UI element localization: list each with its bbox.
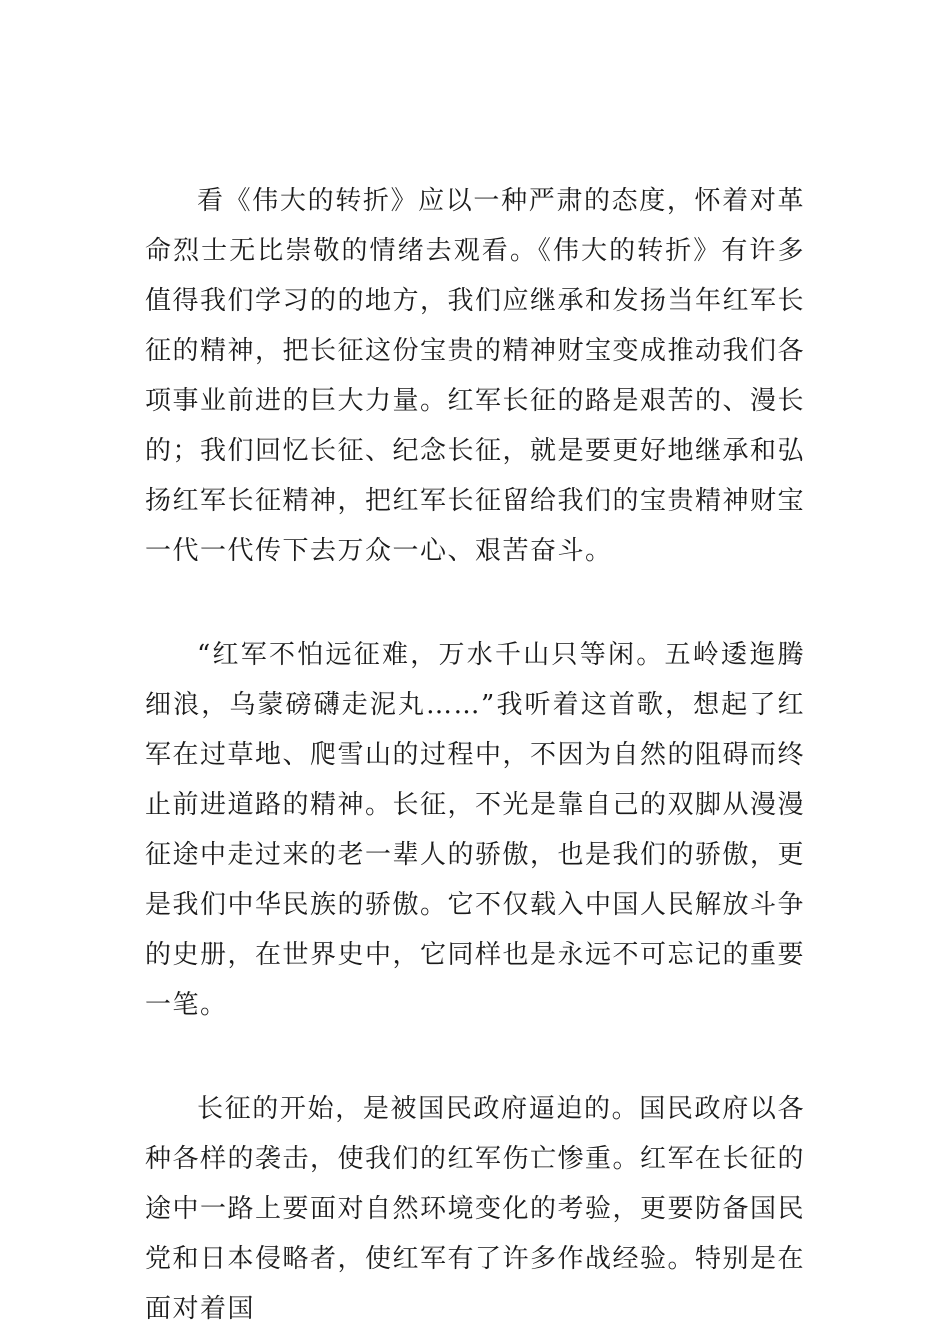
document-body (145, 176, 805, 1334)
paragraph-1: 看《伟大的转折》应以一种严肃的态度，怀着对革命烈士无比崇敬的情绪去观看。《伟大的转折》有许多值得我们学习的的地方，我们应继承和发扬当年红军长征的精神，把长征这份宝贵的精神财宝变成推动我们各项事业前进的巨大力量。红军长征的路是艰苦的、漫长的；我们回忆长征、纪念长征，就是要更好地继承和弘扬红军长征精神，把红军长征留给我们的宝贵精神财宝一代一代传下去万众一心、艰苦奋斗。 (145, 186, 806, 566)
paragraph-3: 长征的开始，是被国民政府逼迫的。国民政府以各种各样的袭击，使我们的红军伤亡惨重。红军在长征的途中一路上要面对自然环境变化的考验，更要防备国民党和日本侵略者，使红军有了许多作战经验。特别是在面对着国 (145, 1094, 806, 1324)
paragraph-2: “红军不怕远征难，万水千山只等闲。五岭逶迤腾细浪，乌蒙磅礴走泥丸……”我听着这首歌，想起了红军在过草地、爬雪山的过程中，不因为自然的阻碍而终止前进道路的精神。长征，不光是靠自己的双脚从漫漫征途中走过来的老一辈人的骄傲，也是我们的骄傲，更是我们中华民族的骄傲。它不仅载入中国人民解放斗争的史册，在世界史中，它同样也是永远不可忘记的重要一笔。 (145, 640, 806, 1020)
